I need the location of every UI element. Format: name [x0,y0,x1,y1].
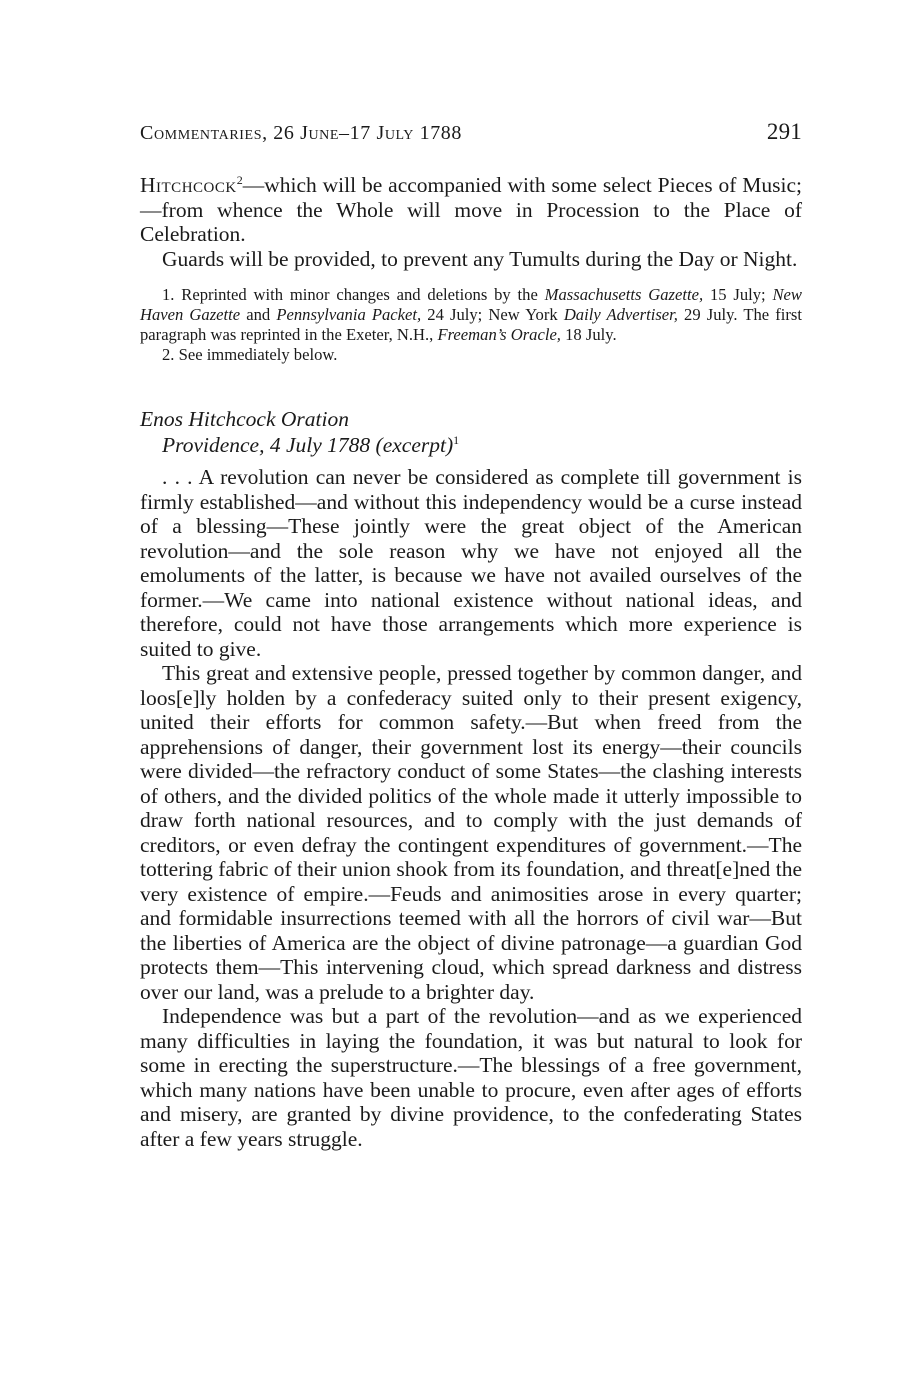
running-head-title: Commentaries, 26 June–17 July 1788 [140,122,462,144]
footnote-ref-2: 2 [236,173,243,187]
footnote-1: 1. Reprinted with minor changes and deletions by the Massachusetts Gazette, 15 July; New Haven Gazette and Pennsylvania Packet, 24 July; New York Daily Advertiser, 29 July. The first paragraph was reprinted in the Exeter, N.H., Freeman’s Oracle, 18 July. [140,285,802,344]
footnote-2: 2. See immediately below. [162,345,338,364]
oration-paragraph-2: This great and extensive people, pressed together by common danger, and loos[e]ly holden by a confederacy suited only to their present exigency, united their efforts for common safety.—But when freed from the apprehensions of danger, their government lost its energy—their councils were divided—the refractory conduct of some States—the clashing interests of others, and the divided politics of the whole made it utterly impossible to draw forth national resources, and to comply with the just demands of creditors, or even defray the contingent expenditures of government.—The tottering fabric of their union shook from its foundation, and threat[e]ned the very existence of empire.—Feuds and animosities arose in every quarter; and formidable insurrections teemed with all the horrors of civil war—But the liberties of America are the object of divine patronage—a guardian God protects them—This intervening cloud, which spread darkness and distress over our land, was a prelude to a brighter day. [140,661,802,1004]
document-heading [140,406,802,458]
guards-paragraph: Guards will be provided, to prevent any Tumults during the Day or Night. [162,246,798,271]
carryover-name: Hitchcock [140,173,237,197]
document-title: Enos Hitchcock Oration [140,407,349,431]
page-number: 291 [766,119,802,144]
carryover-text: —which will be accompanied with some select Pieces of Music;—from whence the Whole will move in Procession to the Place of Celebration. [140,173,802,246]
running-head [140,118,802,147]
document-subtitle: Providence, 4 July 1788 (excerpt)$^1$ [162,433,460,457]
oration-paragraph-1: . . . A revolution can never be considered as complete till government is firmly established—and without this independency would be a curse instead of a blessing—These jointly were the great object of the American revolution—and the sole reason why we have not enjoyed all the emoluments of the latter, is because we have not availed ourselves of the former.—We came into national existence without national ideas, and therefore, could not have those arrangements which more experience is suited to give. [140,465,802,661]
footnotes [140,285,802,365]
carryover-paragraph [140,173,802,247]
oration-paragraph-3: Independence was but a part of the revolution—and as we experienced many difficulties in laying the foundation, it was but natural to look for some in erecting the superstructure.—The blessings of a free government, which many nations have been unable to procure, even after ages of efforts and misery, are granted by divine providence, to the confederating States after a few years struggle. [140,1004,802,1151]
page [140,118,802,1151]
footnote-ref-1: 1 [453,433,460,447]
